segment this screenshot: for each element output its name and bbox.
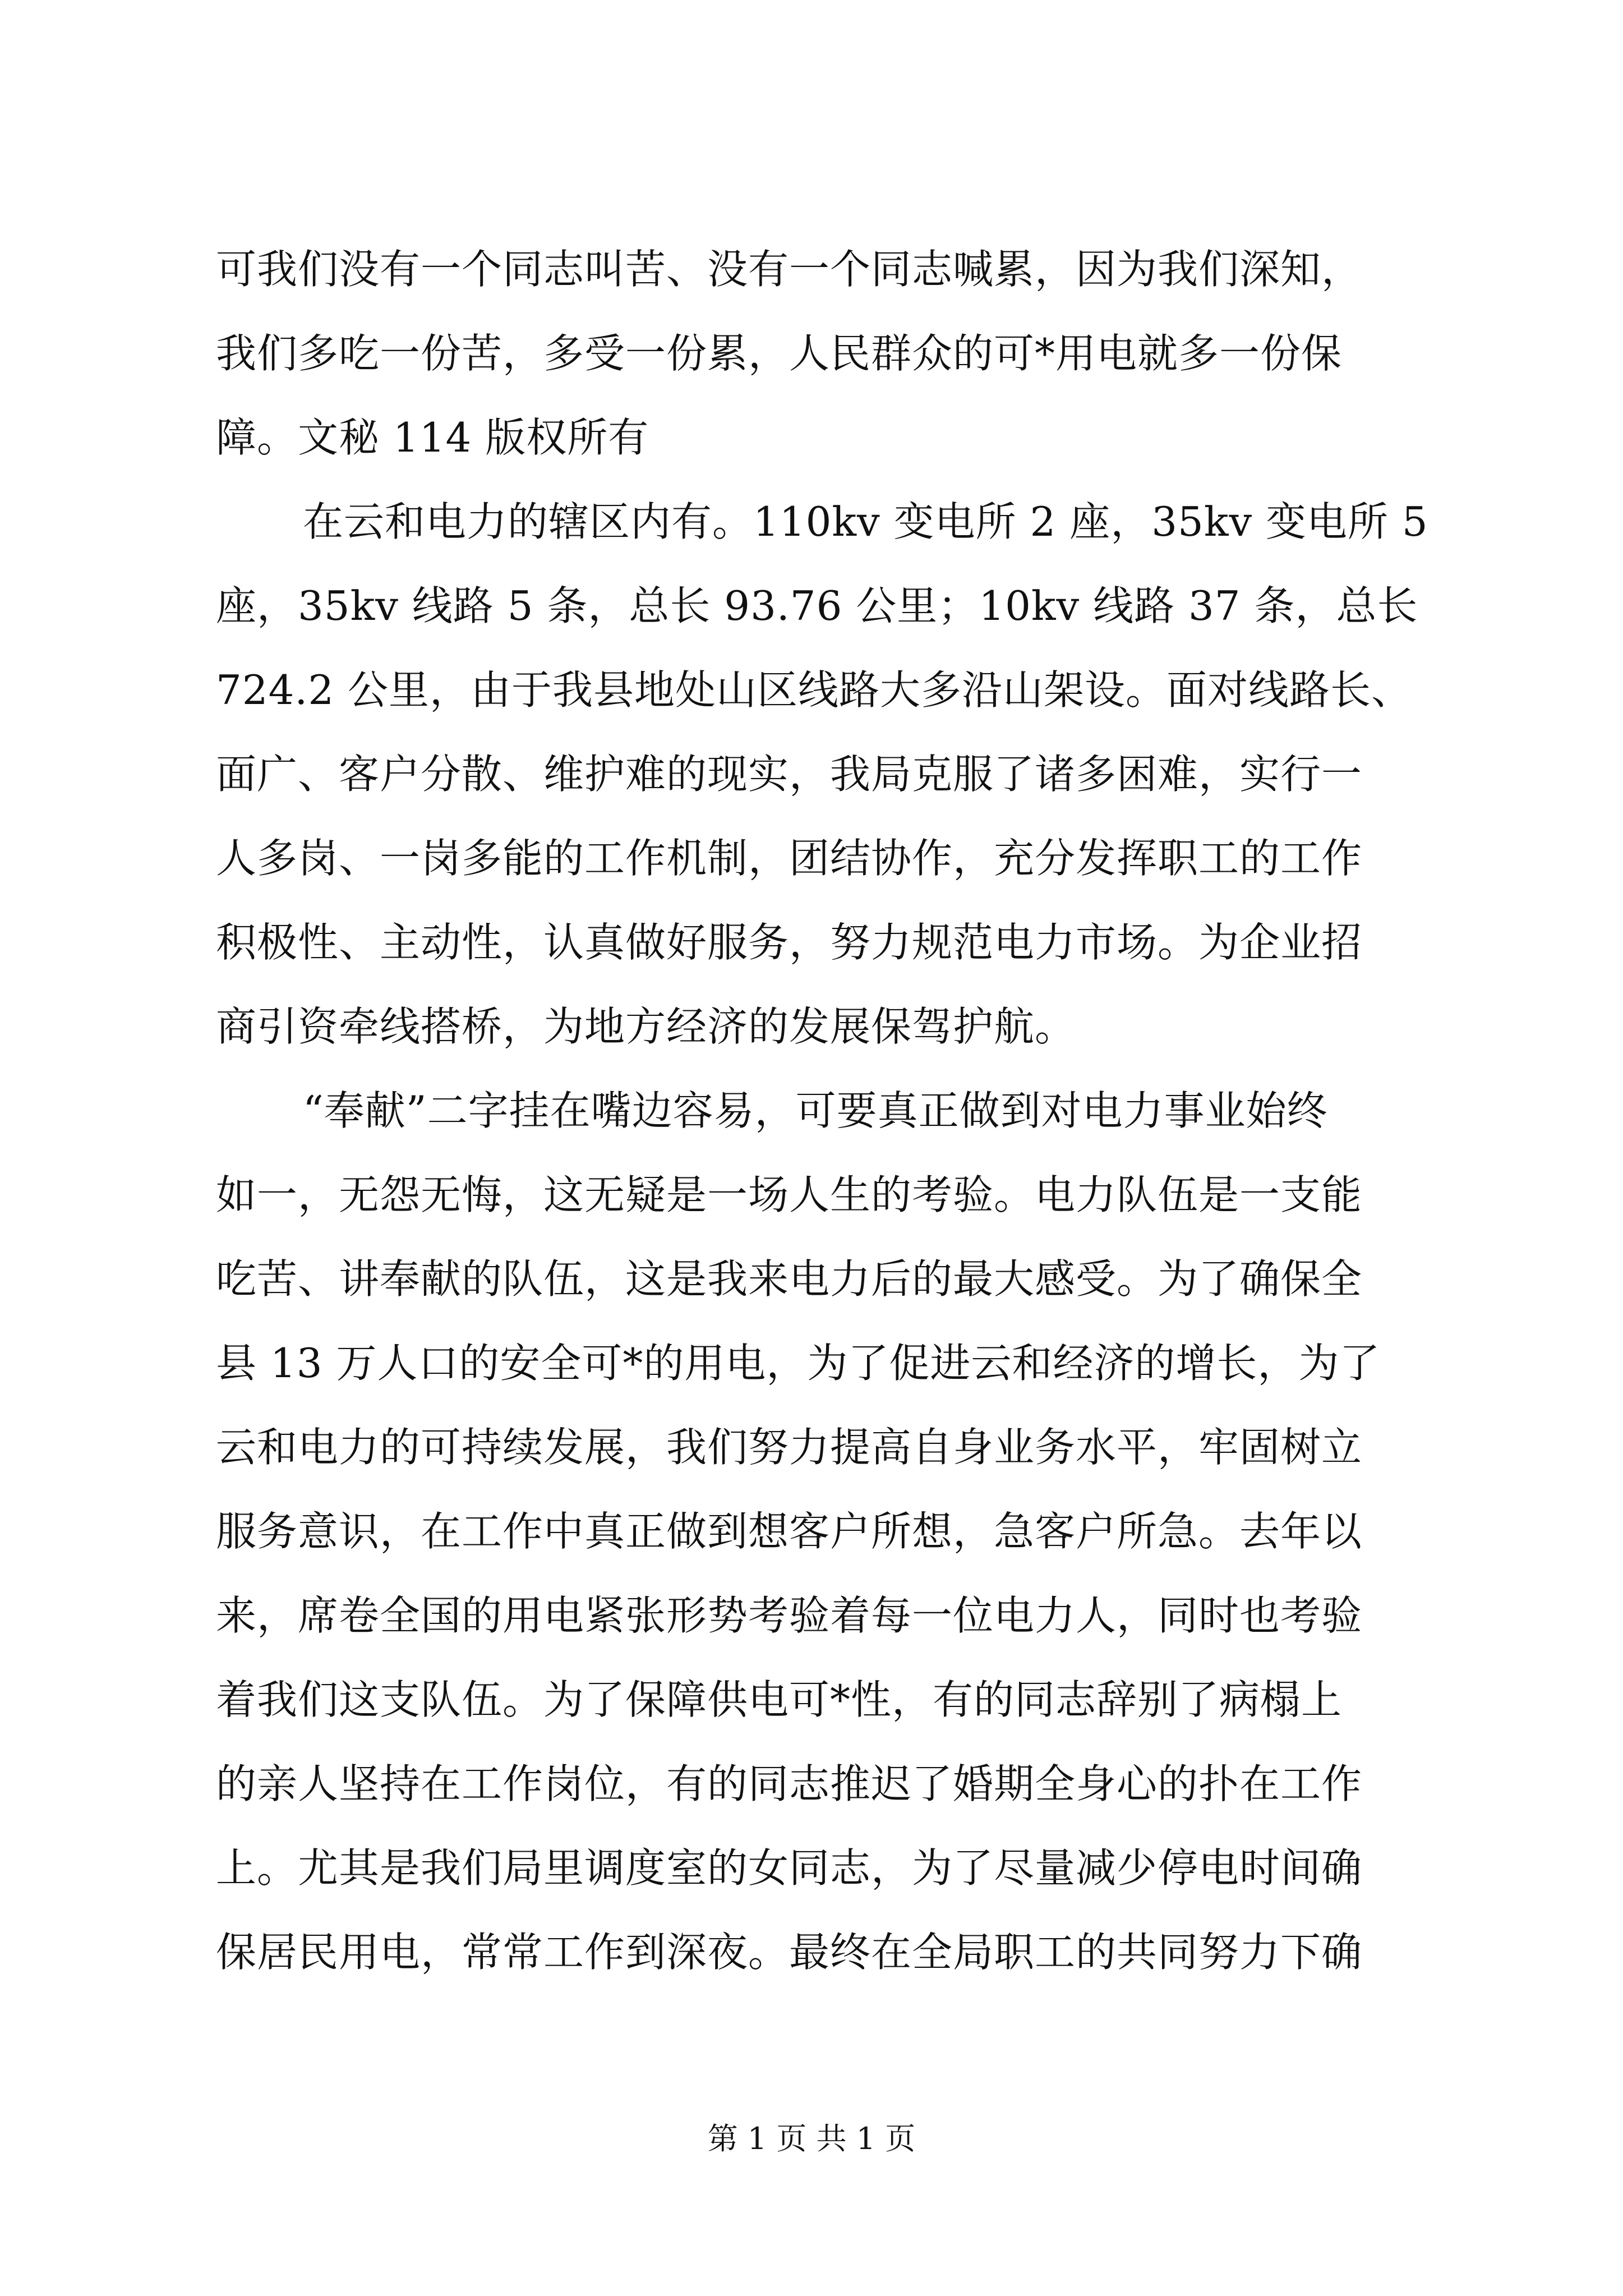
text-line: 可我们没有一个同志叫苦、没有一个同志喊累，因为我们深知， [216, 246, 1363, 293]
text-line: 障。文秘 114 版权所有 [216, 414, 649, 461]
text-line: 服务意识，在工作中真正做到想客户所想，急客户所急。去年以 [216, 1508, 1363, 1555]
text-line: 来，席卷全国的用电紧张形势考验着每一位电力人，同时也考验 [216, 1592, 1363, 1639]
page-number-footer: 第 1 页 共 1 页 [707, 2121, 916, 2156]
text-line: 面广、客户分散、维护难的现实，我局克服了诸多困难，实行一 [216, 751, 1363, 798]
text-line: 人多岗、一岗多能的工作机制，团结协作，充分发挥职工的工作 [216, 835, 1363, 882]
text-line: 着我们这支队伍。为了保障供电可*性，有的同志辞别了病榻上 [216, 1676, 1343, 1723]
text-line: 上。尤其是我们局里调度室的女同志，为了尽量减少停电时间确 [216, 1844, 1363, 1892]
text-line: 在云和电力的辖区内有。110kv 变电所 2 座，35kv 变电所 5 [303, 498, 1428, 545]
text-line: 座，35kv 线路 5 条，总长 93.76 公里；10kv 线路 37 条，总长 [216, 582, 1418, 629]
text-line: 的亲人坚持在工作岗位，有的同志推迟了婚期全身心的扑在工作 [216, 1760, 1363, 1807]
text-line: “奉献”二字挂在嘴边容易，可要真正做到对电力事业始终 [303, 1087, 1328, 1134]
text-line: 724.2 公里，由于我县地处山区线路大多沿山架设。面对线路长、 [216, 666, 1413, 714]
text-line: 县 13 万人口的安全可*的用电，为了促进云和经济的增长，为了 [216, 1340, 1381, 1387]
text-line: 如一，无怨无悔，这无疑是一场人生的考验。电力队伍是一支能 [216, 1171, 1363, 1218]
text-line: 保居民用电，常常工作到深夜。最终在全局职工的共同努力下确 [216, 1929, 1363, 1976]
text-line: 吃苦、讲奉献的队伍，这是我来电力后的最大感受。为了确保全 [216, 1255, 1363, 1303]
text-line: 我们多吃一份苦，多受一份累，人民群众的可*用电就多一份保 [216, 330, 1343, 377]
text-line: 商引资牵线搭桥，为地方经济的发展保驾护航。 [216, 1003, 1076, 1050]
text-line: 积极性、主动性，认真做好服务，努力规范电力市场。为企业招 [216, 919, 1363, 966]
text-line: 云和电力的可持续发展，我们努力提高自身业务水平，牢固树立 [216, 1424, 1363, 1471]
